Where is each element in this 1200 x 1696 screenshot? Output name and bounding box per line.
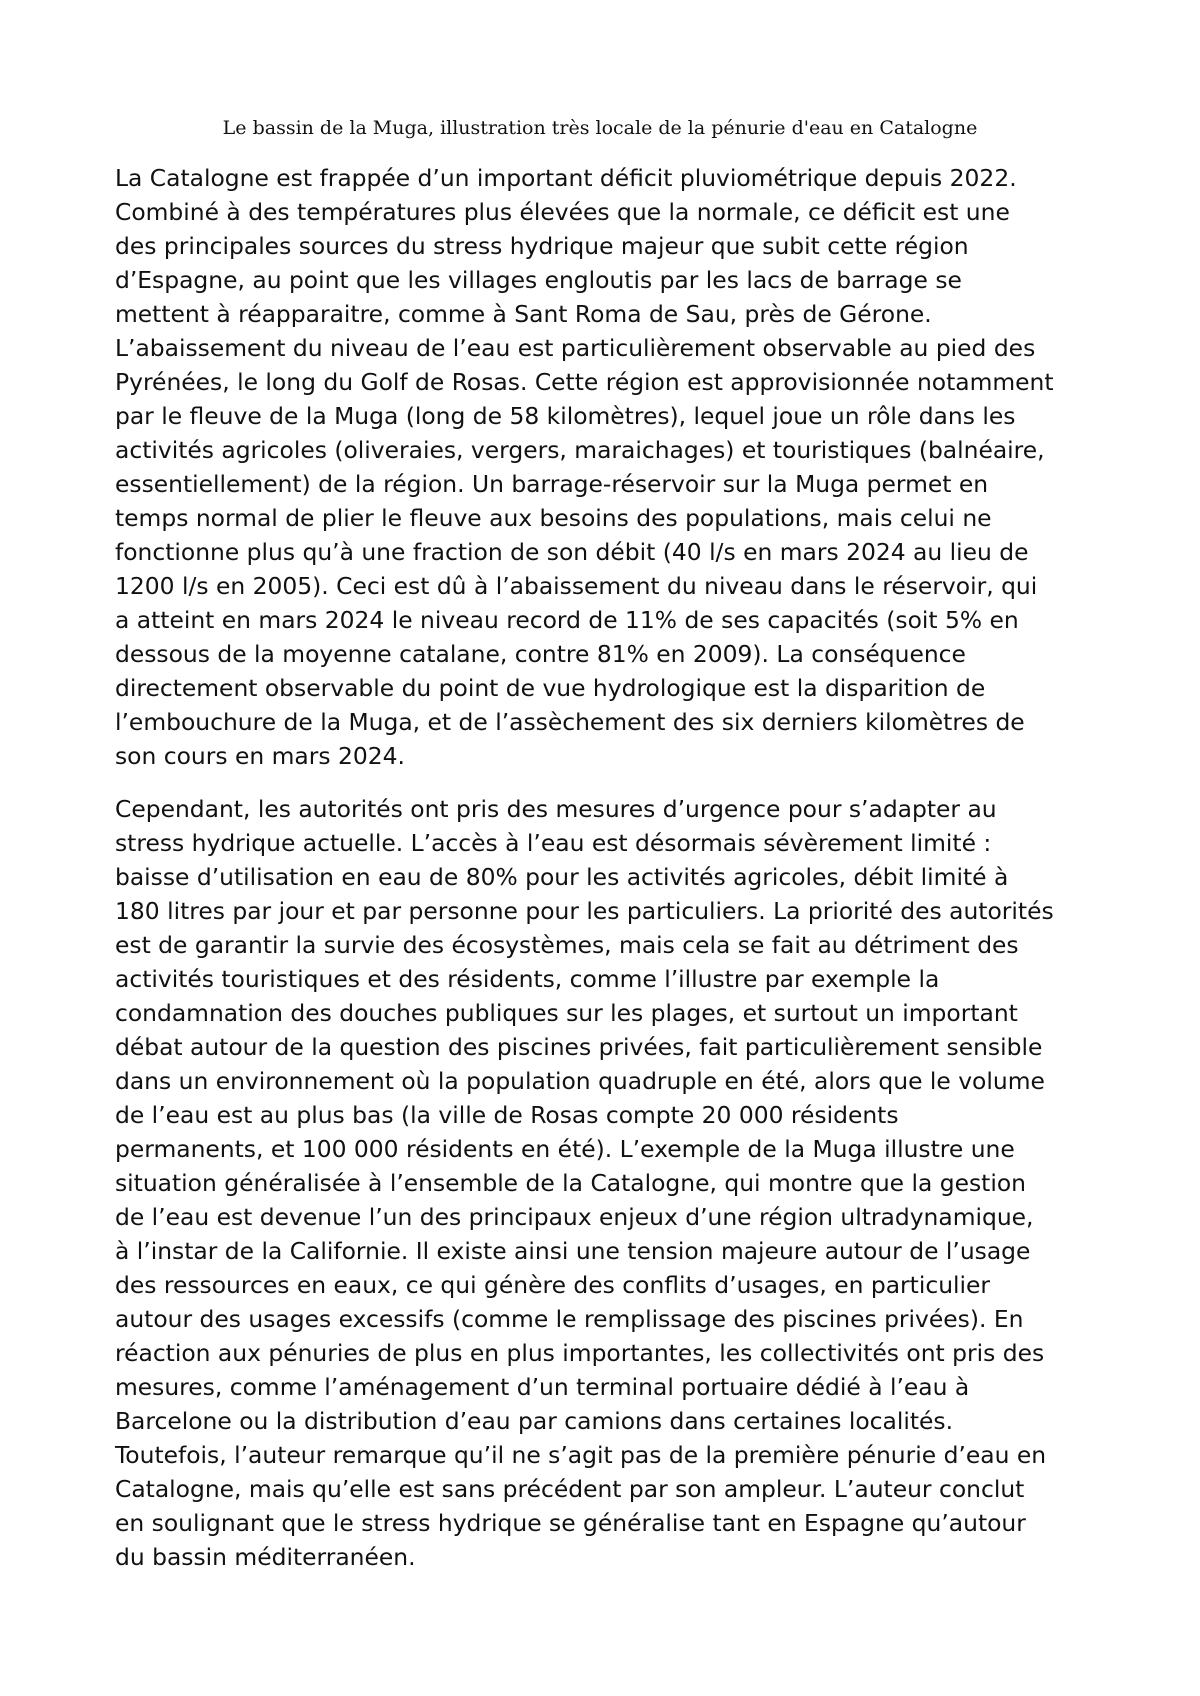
paragraph-line: 1200 l/s en 2005). Ceci est dû à l’abaissement du niveau dans le réservoir, qui: [115, 572, 1038, 600]
paragraph-line: permanents, et 100 000 résidents en été). L’exemple de la Muga illustre une: [115, 1135, 1015, 1163]
paragraph-line: en soulignant que le stress hydrique se généralise tant en Espagne qu’autour: [115, 1509, 1026, 1537]
paragraph-line: 180 litres par jour et par personne pour les particuliers. La priorité des autorités: [115, 897, 1054, 925]
paragraph-line: Toutefois, l’auteur remarque qu’il ne s’agit pas de la première pénurie d’eau en: [115, 1441, 1047, 1469]
paragraph-line: mesures, comme l’aménagement d’un terminal portuaire dédié à l’eau à: [115, 1373, 970, 1401]
paragraph-line: du bassin méditerranéen.: [115, 1543, 416, 1571]
paragraph-line: à l’instar de la Californie. Il existe ainsi une tension majeure autour de l’usage: [115, 1237, 1031, 1265]
paragraph-line: débat autour de la question des piscines privées, fait particulièrement sensible: [115, 1033, 1043, 1061]
paragraph-line: activités agricoles (oliveraies, vergers, maraichages) et touristiques (balnéaire,: [115, 436, 1045, 464]
paragraph-line: Cependant, les autorités ont pris des mesures d’urgence pour s’adapter au: [115, 795, 997, 823]
paragraph-line: de l’eau est devenue l’un des principaux enjeux d’une région ultradynamique,: [115, 1203, 1034, 1231]
paragraph-line: son cours en mars 2024.: [115, 742, 405, 770]
paragraph-line: Combiné à des températures plus élevées que la normale, ce déficit est une: [115, 198, 1010, 226]
paragraph-line: La Catalogne est frappée d’un important déficit pluviométrique depuis 2022.: [115, 164, 1017, 192]
paragraph-line: est de garantir la survie des écosystèmes, mais cela se fait au détriment des: [115, 931, 1019, 959]
paragraph-line: dans un environnement où la population quadruple en été, alors que le volume: [115, 1067, 1045, 1095]
paragraph-line: des ressources en eaux, ce qui génère des conflits d’usages, en particulier: [115, 1271, 991, 1299]
paragraph-line: de l’eau est au plus bas (la ville de Rosas compte 20 000 résidents: [115, 1101, 899, 1129]
paragraph-line: autour des usages excessifs (comme le remplissage des piscines privées). En: [115, 1305, 1024, 1333]
paragraph-line: essentiellement) de la région. Un barrage-réservoir sur la Muga permet en: [115, 470, 989, 498]
paragraph-line: a atteint en mars 2024 le niveau record de 11% de ses capacités (soit 5% en: [115, 606, 1019, 634]
paragraph-line: dessous de la moyenne catalane, contre 81% en 2009). La conséquence: [115, 640, 966, 668]
document-title: Le bassin de la Muga, illustration très locale de la pénurie d'eau en Catalogne: [222, 117, 978, 139]
paragraph-1: [115, 161, 1115, 773]
paragraph-line: directement observable du point de vue hydrologique est la disparition de: [115, 674, 986, 702]
paragraph-line: situation généralisée à l’ensemble de la Catalogne, qui montre que la gestion: [115, 1169, 1026, 1197]
paragraph-line: temps normal de plier le fleuve aux besoins des populations, mais celui ne: [115, 504, 992, 532]
paragraph-line: Barcelone ou la distribution d’eau par camions dans certaines localités.: [115, 1407, 954, 1435]
paragraph-line: condamnation des douches publiques sur les plages, et surtout un important: [115, 999, 1018, 1027]
paragraph-line: Catalogne, mais qu’elle est sans précédent par son ampleur. L’auteur conclut: [115, 1475, 1025, 1503]
paragraph-line: baisse d’utilisation en eau de 80% pour les activités agricoles, débit limité à: [115, 863, 1009, 891]
paragraph-line: stress hydrique actuelle. L’accès à l’eau est désormais sévèrement limité :: [115, 829, 992, 857]
paragraph-line: réaction aux pénuries de plus en plus importantes, les collectivités ont pris des: [115, 1339, 1045, 1367]
paragraph-line: par le fleuve de la Muga (long de 58 kilomètres), lequel joue un rôle dans les: [115, 402, 1016, 430]
paragraph-line: d’Espagne, au point que les villages engloutis par les lacs de barrage se: [115, 266, 962, 294]
paragraph-line: l’embouchure de la Muga, et de l’assèchement des six derniers kilomètres de: [115, 708, 1025, 736]
paragraph-line: des principales sources du stress hydrique majeur que subit cette région: [115, 232, 969, 260]
paragraph-line: mettent à réapparaitre, comme à Sant Roma de Sau, près de Gérone.: [115, 300, 932, 328]
paragraph-line: Pyrénées, le long du Golf de Rosas. Cette région est approvisionnée notamment: [115, 368, 1054, 396]
paragraph-line: activités touristiques et des résidents, comme l’illustre par exemple la: [115, 965, 940, 993]
paragraph-line: fonctionne plus qu’à une fraction de son débit (40 l/s en mars 2024 au lieu de: [115, 538, 1029, 566]
paragraph-line: L’abaissement du niveau de l’eau est particulièrement observable au pied des: [115, 334, 1036, 362]
paragraph-2: [115, 792, 1115, 1574]
